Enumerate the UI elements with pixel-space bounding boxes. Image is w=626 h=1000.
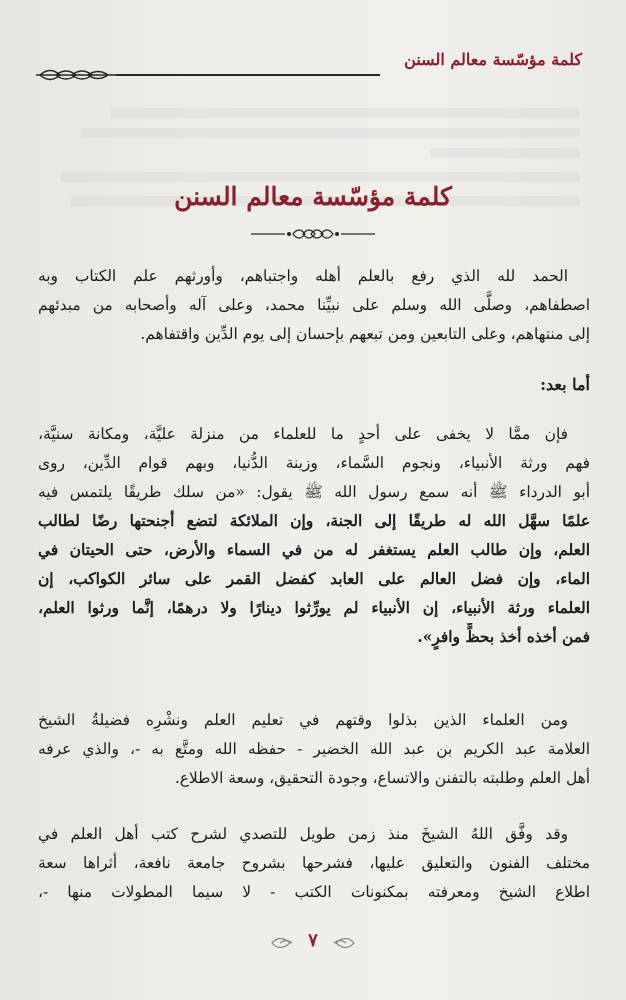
text-line: مختلف الفنون والتعليق عليها، فشرحها بشروح جامعة نافعة، أثراها سعة <box>38 854 590 872</box>
paragraph-sheikh <box>38 706 590 793</box>
text-line: فإن ممَّا لا يخفى على أحدٍ ما للعلماء من منزلة عليَّة، ومكانة سنيَّة، <box>38 425 568 443</box>
text-line: ومن العلماء الذين بذلوا وقتهم في تعليم العلم ونشْرِه فضيلةُ الشيخ <box>38 711 568 729</box>
text-line: إلى منتهاهم، وعلى التابعين ومن تبعهم بإحسان إلى يوم الدِّين واقتفاهم. <box>140 325 590 343</box>
text-line: أهل العلم وطلبته بالتفنن والاتساع، وجودة التحقيق، وسعة الاطلاع. <box>174 769 590 787</box>
page-title: كلمة مؤسّسة معالم السنن <box>174 182 452 211</box>
header-ornament-icon <box>36 64 118 86</box>
text-line: فهم ورثة الأنبياء، ونجوم السَّماء، وزينة الدُّنيا، وبهم قوام الدِّين، روى <box>38 454 590 472</box>
running-header: كلمة مؤسّسة معالم السنن <box>404 50 582 69</box>
bleed-through-text <box>110 108 580 118</box>
text-line: الحمد لله الذي رفع بالعلم أهله واجتباهم، وأورثهم علم الكتاب وبه <box>38 267 568 285</box>
text-line: اصطفاهم، وصلَّى الله وسلم على نبيِّنا محمد، وعلى آله وأصحابه من مبدئهم <box>38 296 590 314</box>
paragraph-opening <box>38 262 590 349</box>
text-line: العلامة عبد الكريم بن عبد الله الخضير - حفظه الله ومتَّع به -، والذي عرفه <box>38 740 590 758</box>
bleed-through-text <box>80 128 580 138</box>
header-rule <box>116 74 380 76</box>
paragraph-hadith <box>38 420 590 652</box>
section-subhead: أما بعد: <box>540 375 590 394</box>
hadith-line: الماء، وإن فضل العالم على العابد كفضل القمر على سائر الكواكب، إن <box>38 570 590 588</box>
hadith-line: علمًا سهَّل الله له طريقًا إلى الجنة، وإن الملائكة لتضع أجنحتها رضًا لطالب <box>38 512 590 530</box>
hadith-line: العلماء ورثة الأنبياء، إن الأنبياء لم يورِّثوا دينارًا ولا درهمًا، إنَّما ورثوا العلم، <box>38 599 590 617</box>
text-line: أبو الدرداء ﷺ أنه سمع رسول الله ﷺ يقول: «من سلك طريقًا يلتمس فيه <box>38 483 590 501</box>
hadith-line: فمن أخذه أخذ بحظٍّ وافرٍ». <box>417 628 590 646</box>
bleed-through-text <box>60 172 580 182</box>
text-line: اطلاع الشيخ ومعرفته بمكنونات الكتب - لا سيما المطولات منها -، <box>38 883 590 901</box>
text-line: وقد وفَّق اللهُ الشيخَ منذ زمن طويل للتصدي لشرح كتب أهل العلم في <box>38 825 568 843</box>
title-ornament-icon <box>249 224 377 244</box>
hadith-line: العلم، وإن طالب العلم يستغفر له من في السماء والأرض، حتى الحيتان في <box>38 541 590 559</box>
page-number: ٧ <box>308 930 318 951</box>
bleed-through-text <box>430 148 580 158</box>
paragraph-commentaries <box>38 820 590 907</box>
